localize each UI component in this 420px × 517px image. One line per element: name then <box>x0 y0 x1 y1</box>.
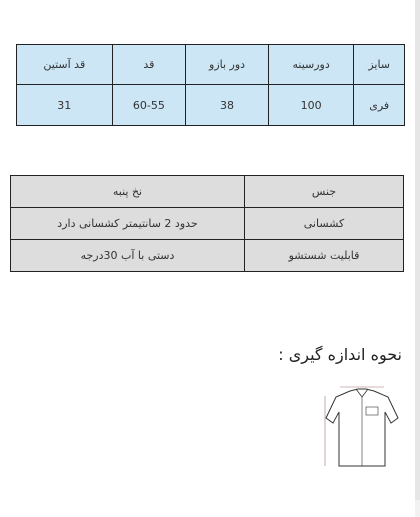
cell-size: فری <box>354 85 405 126</box>
table-row <box>17 85 405 126</box>
table-row <box>11 208 404 240</box>
size-table-header-row <box>17 45 405 85</box>
header-sleeve-length: قد آستین <box>17 45 113 85</box>
shirt-measurement-diagram-icon <box>322 380 402 472</box>
cell-length: 60-55 <box>112 85 186 126</box>
washing-value: دستی با آب 30درجه <box>11 240 245 272</box>
cell-arm: 38 <box>186 85 269 126</box>
size-table <box>16 44 405 126</box>
stretch-key: کشسانی <box>245 208 404 240</box>
table-row <box>11 176 404 208</box>
scrollbar[interactable] <box>415 0 420 517</box>
header-size: سایز <box>354 45 405 85</box>
cell-chest: 100 <box>268 85 353 126</box>
measure-heading: نحوه اندازه گیری : <box>278 345 402 364</box>
header-arm: دور بازو <box>186 45 269 85</box>
washing-key: قابلیت شستشو <box>245 240 404 272</box>
stretch-value: حدود 2 سانتیمتر کشسانی دارد <box>11 208 245 240</box>
header-length: قد <box>112 45 186 85</box>
fabric-table <box>10 175 404 272</box>
scrollbar-thumb[interactable] <box>415 0 420 500</box>
fabric-key: جنس <box>245 176 404 208</box>
fabric-value: نخ پنبه <box>11 176 245 208</box>
cell-sleeve-length: 31 <box>17 85 113 126</box>
table-row <box>11 240 404 272</box>
header-chest: دورسینه <box>268 45 353 85</box>
